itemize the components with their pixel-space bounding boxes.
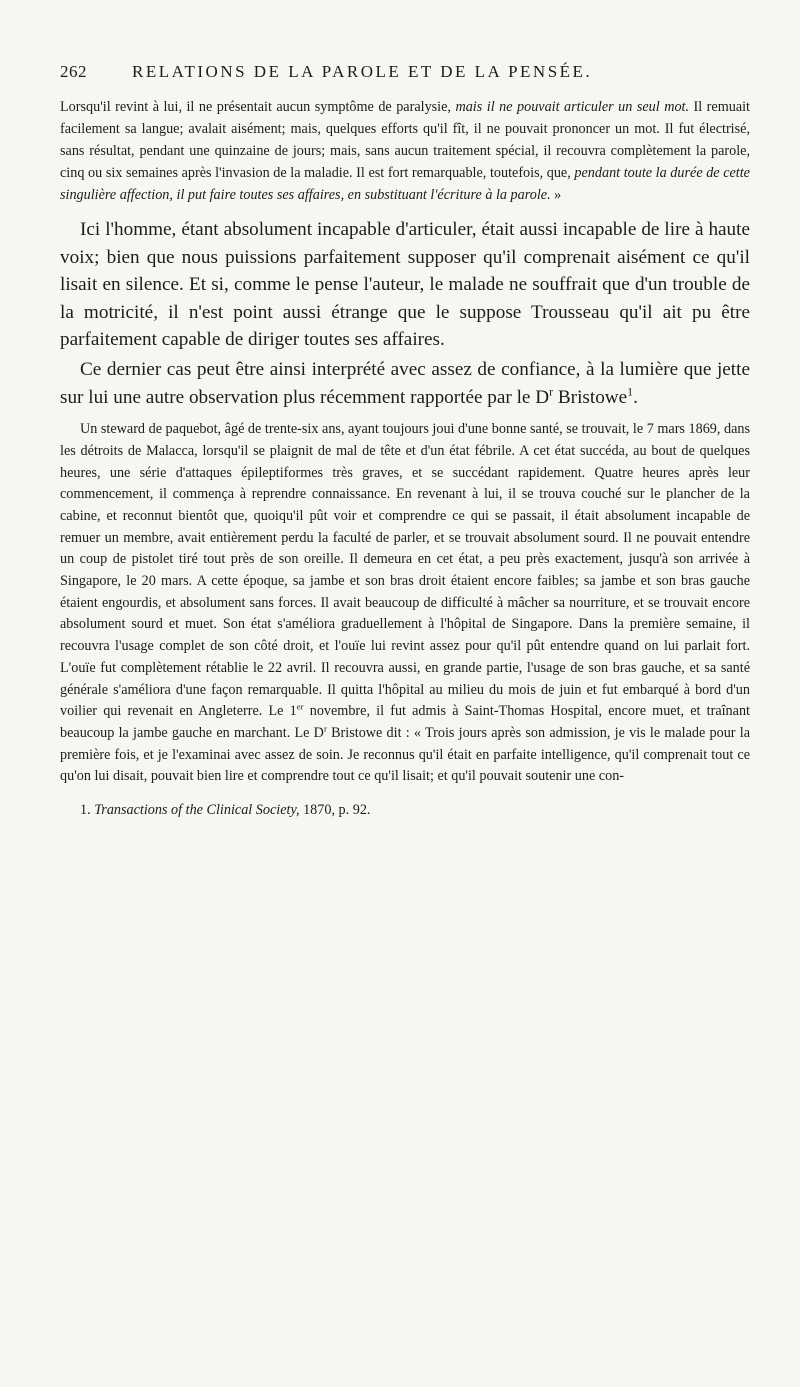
- book-page: [60, 62, 750, 833]
- running-header: [60, 62, 750, 88]
- paragraph-1: Ici l'homme, étant absolument incapable d'articuler, était aussi incapable de lire à haute voix; bien que nous puissions parfaitement supposer qu'il comprenait aisément ce qu'il lisait en silence. Et si, comme le pense l'auteur, le malade ne souffrait que d'un trouble de la motricité, il n'est point aussi étrange que le suppose Trousseau qu'il ait pu être parfaitement capable de diriger toutes ses affaires.: [60, 219, 750, 351]
- quote-italic-1: mais il ne pouvait articuler un seul mot.: [455, 99, 690, 115]
- page-number: 262: [60, 62, 87, 81]
- case-text-3: Bristowe dit : « Trois jours après son admission, je vis le malade pour la première fois, et je l'examinai avec assez de soin. Je reconnus qu'il était en parfaite intelligence, qu'il comprenait tout ce qu'on lui disait, pouvait bien lire et comprendre tout ce qu'il lisait; et qu'il pouvait soutenir une con-: [60, 725, 750, 785]
- case-report: [60, 419, 750, 788]
- paragraph-2-text: Ce dernier cas peut être ainsi interprété avec assez de confiance, à la lumière que jette sur lui une autre observation plus récemment rapportée par le D: [60, 358, 750, 408]
- paragraph-2: [60, 356, 750, 411]
- doctor-abbrev-sup-2: r: [323, 723, 327, 734]
- doctor-abbrev-sup: r: [549, 384, 554, 399]
- paragraph-2-end: .: [633, 386, 638, 408]
- quote-italic-2: pendant toute la durée de cette singulière affection, il put faire toutes ses affaires, en substituant l'écriture à la parole.: [60, 165, 750, 203]
- case-text-2: novembre, il fut admis à Saint-Thomas Hospital, encore muet, et traînant beaucoup la jambe gauche en marchant. Le D: [60, 703, 750, 741]
- case-text-1: Un steward de paquebot, âgé de trente-six ans, ayant toujours joui d'une bonne santé, se trouvait, le 7 mars 1869, dans les détroits de Malacca, lorsqu'il se plaignit de mal de tête et d'un état fébrile. A cet état succéda, au bout de quelques heures, une série d'attaques épileptiformes très graves, et se succédant rapidement. Quatre heures après leur commencement, il commença à reprendre connaissance. En revenant à lui, il se trouva couché sur le plancher de la cabine, et reconnut bientôt que, quoiqu'il pût voir et comprendre ce qui se passait, il était absolument incapable de remuer un membre, avait entièrement perdu la faculté de parler, et se trouvait absolument sourd. Il ne pouvait entendre un coup de pistolet tiré tout près de son oreille. Il demeura en cet état, a peu près exactement, jusqu'à son arrivée à Singapore, le 20 mars. A cette époque, sa jambe et son bras droit étaient encore faibles; sa jambe et son bras gauche étaient engourdis, et absolument sans forces. Il avait beaucoup de difficulté à mâcher sa nourriture, et se trouvait encore absolument sourd et muet. Son état s'améliora graduellement à l'hôpital de Singapore. Dans la première semaine, il recouvra l'usage complet de son côté droit, et l'ouïe lui revint assez pour qu'il pût entendre quand on lui parlait fort. L'ouïe fut complètement rétablie le 22 avril. Il recouvra aussi, en grande partie, l'usage de son bras gauche, et sa santé générale s'améliora d'une façon remarquable. Il quitta l'hôpital au milieu du mois de juin et fut embarqué à bord d'un voilier qui revenait en Angleterre. Le 1: [60, 421, 750, 720]
- footnote-marker: 1: [627, 384, 634, 399]
- footnote-number: 1.: [80, 802, 91, 819]
- footnote-citation: 1870, p. 92.: [299, 802, 371, 819]
- running-title: RELATIONS DE LA PAROLE ET DE LA PENSÉE.: [132, 62, 593, 81]
- quoted-passage: [60, 96, 750, 206]
- quote-text-1: Lorsqu'il revint à lui, il ne présentait aucun symptôme de paralysie,: [60, 99, 456, 115]
- quote-text-2: Il remuait facilement sa langue; avalait aisément; mais, quelques efforts qu'il fît, il ne pouvait prononcer un mot. Il fut électrisé, sans résultat, pendant une quinzaine de jours; mais, sans aucun traitement spécial, il recouvra complètement la parole, cinq ou six semaines après l'invasion de la maladie. Il est fort remarquable, toutefois, que,: [60, 99, 751, 181]
- ordinal-sup: er: [296, 701, 304, 712]
- author-name: Bristowe: [553, 386, 628, 408]
- footnote: [60, 802, 750, 819]
- footnote-title: Transactions of the Clinical Society,: [94, 802, 300, 819]
- quote-close: »: [550, 187, 562, 203]
